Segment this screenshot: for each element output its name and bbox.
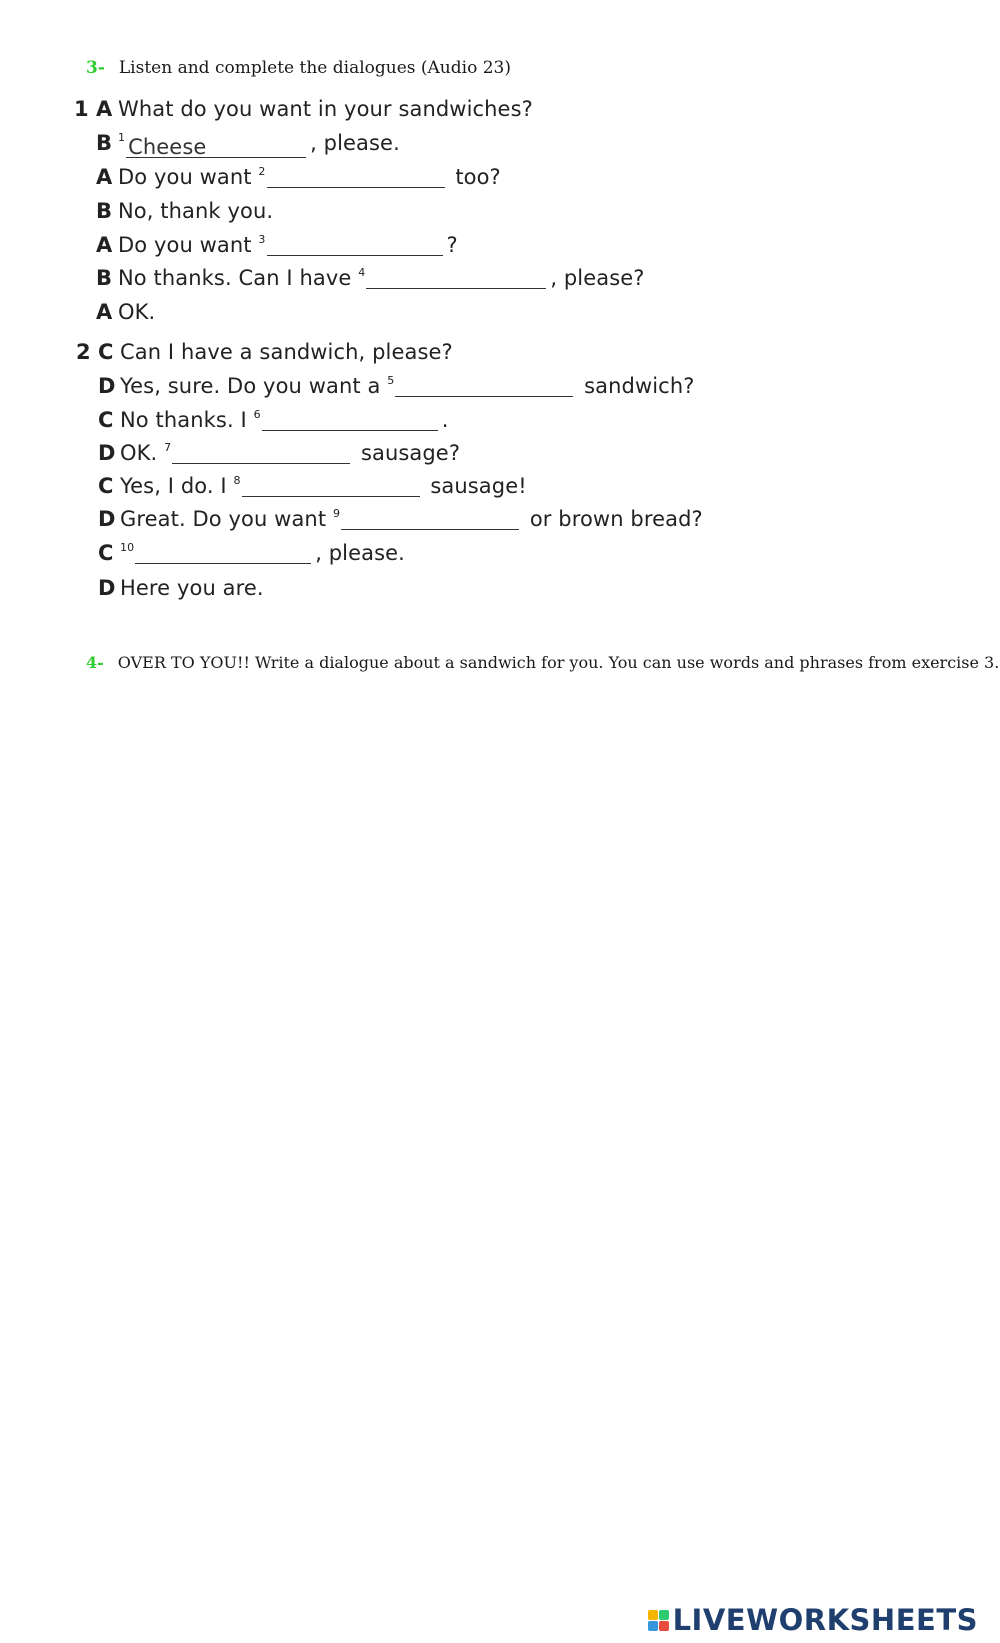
dialogue-2-line-2: D Yes, sure. Do you want a $^5$ sandwich?	[98, 374, 695, 398]
dialogue-2-line-8: D Here you are.	[98, 576, 264, 600]
logo-text: LIVEWORKSHEETS	[672, 1603, 978, 1637]
answer-blank-5[interactable]	[395, 374, 573, 397]
answer-blank-7[interactable]	[172, 441, 350, 464]
answer-blank-6[interactable]	[262, 408, 438, 431]
logo-mark-icon	[648, 1610, 669, 1631]
example-answer: Cheese	[128, 135, 207, 159]
answer-blank-2[interactable]	[267, 165, 445, 188]
exercise-instruction: OVER TO YOU!! Write a dialogue about a sandwich for you. You can use words and phrases from exercise 3.	[117, 653, 1000, 672]
answer-blank-9[interactable]	[341, 507, 519, 530]
dialogue-1-line-3: A Do you want $^2$ too?	[96, 165, 501, 189]
dialogue-2-line-3: C No thanks. I $^6$ .	[98, 408, 449, 432]
answer-blank-8[interactable]	[242, 474, 420, 497]
answer-blank-3[interactable]	[267, 233, 443, 256]
dialogue-number: 2	[76, 340, 91, 364]
dialogue-2-line-4: D OK. $^7$ sausage?	[98, 441, 461, 465]
writing-area[interactable]	[86, 690, 916, 1570]
dialogue-1-line-2: B $^1$ Cheese , please.	[96, 131, 400, 159]
liveworksheets-logo	[648, 1603, 978, 1637]
exercise-number: 4-	[86, 653, 104, 672]
exercise-number: 3-	[86, 58, 105, 78]
exercise-4-heading	[86, 653, 999, 672]
dialogue-1-line-5: A Do you want $^3$ ?	[96, 233, 458, 257]
dialogue-2-line-7: C $^{10}$ , please.	[98, 541, 405, 565]
answer-blank-10[interactable]	[135, 541, 311, 564]
exercise-instruction: Listen and complete the dialogues (Audio 23)	[118, 58, 511, 78]
dialogue-2-line-6: D Great. Do you want $^9$ or brown bread?	[98, 507, 703, 531]
dialogue-number: 1	[74, 97, 89, 121]
dialogue-1-line-6: B No thanks. Can I have $^4$ , please?	[96, 266, 645, 290]
dialogue-1-line-1: 1 A What do you want in your sandwiches?	[74, 97, 533, 121]
exercise-3-heading	[86, 58, 511, 78]
dialogue-2-line-5: C Yes, I do. I $^8$ sausage!	[98, 474, 527, 498]
answer-blank-4[interactable]	[366, 266, 546, 289]
dialogue-1-line-4: B No, thank you.	[96, 199, 274, 223]
dialogue-1-line-7: A OK.	[96, 300, 156, 324]
answer-blank-1[interactable]	[126, 135, 306, 158]
dialogue-2-line-1: 2 C Can I have a sandwich, please?	[76, 340, 453, 364]
